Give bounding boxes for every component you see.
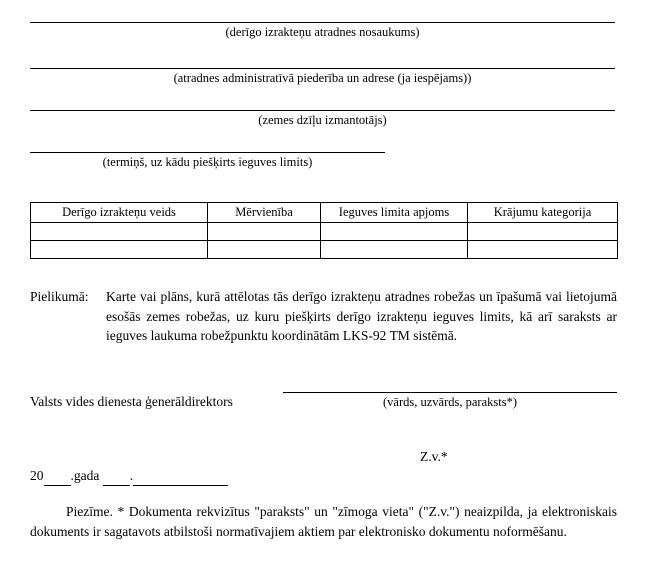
table-row [31,241,618,259]
blank-caption: (atradnes administratīvā piederība un adrese (ja iespējams)) [173,71,472,85]
seal-place [420,449,448,464]
blank-caption: (derīgo izrakteņu atradnes nosaukums) [225,25,420,39]
table-header-cell: Mērvienība [208,203,321,223]
table-cell[interactable] [208,241,321,259]
blank-caption: (zemes dzīļu izmantotājs) [258,113,387,127]
table-header-cell: Ieguves limita apjoms [321,203,468,223]
footnote [30,502,617,541]
date-day-blank[interactable] [133,467,228,486]
date-year-blank[interactable] [44,467,71,486]
table-header-row [31,203,618,223]
signature-blank-field [283,392,617,410]
table-header-cell: Krājumu kategorija [468,203,618,223]
seal-place-label: Z.v.* [420,449,448,464]
blank-field-limit-term [30,152,385,170]
table-cell[interactable] [31,223,208,241]
table-cell[interactable] [321,241,468,259]
date-month-blank[interactable] [103,467,130,486]
table-cell[interactable] [208,223,321,241]
table-header-cell: Derīgo izrakteņu veids [31,203,208,223]
signature-caption: (vārds, uzvārds, paraksts*) [383,395,517,409]
date-gada-label: .gada [70,468,100,483]
attachment-text: Karte vai plāns, kurā attēlotas tās derīgo izrakteņu atradnes robežas un īpašumā vai lietojumā esošās zemes robežas, uz kuru piešķirts derīgo izrakteņu ieguves limits, kā arī saraksts ar ieguves laukuma robežpunktu koordinātām LKS-92 TM sistēmā. [106,289,617,343]
extraction-limits-table [30,202,618,259]
blank-field-subsoil-user [30,110,615,128]
blank-field-deposit-name [30,22,615,40]
table-cell[interactable] [468,223,618,241]
date-dot: . [129,468,134,483]
date-line [30,467,228,486]
blank-field-administrative-affiliation [30,68,615,86]
footnote-text: Piezīme. * Dokumenta rekvizītus "paraksts" un "zīmoga vieta" ("Z.v.") neaizpilda, ja elektroniskais dokuments ir sagatavots atbilstoši normatīvajiem aktiem par elektronisko dokumentu noformēšanu. [30,504,617,539]
table-cell[interactable] [468,241,618,259]
signature-title: Valsts vides dienesta ģenerāldirektors [30,394,233,409]
table-row [31,223,618,241]
attachment-paragraph [30,287,617,346]
table-cell[interactable] [321,223,468,241]
date-year-prefix: 20 [30,468,44,483]
table-cell[interactable] [31,241,208,259]
blank-caption: (termiņš, uz kādu piešķirts ieguves limits) [102,155,313,169]
attachment-label: Pielikumā: [30,289,89,304]
